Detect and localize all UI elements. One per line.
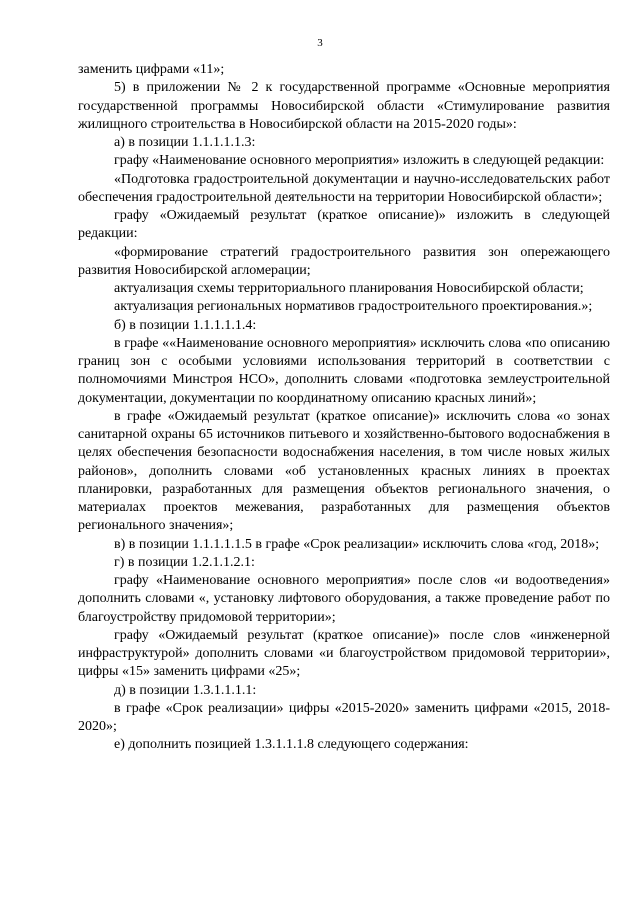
paragraph: а) в позиции 1.1.1.1.1.3: bbox=[114, 135, 256, 150]
paragraph: заменить цифрами «11»; bbox=[78, 62, 225, 77]
paragraph: г) в позиции 1.2.1.1.2.1: bbox=[114, 554, 255, 570]
paragraph: в) в позиции 1.1.1.1.1.5 в графе «Срок реализации» исключить слова «год, 2018»; bbox=[114, 536, 600, 552]
document-body bbox=[78, 61, 610, 755]
paragraph: «формирование стратегий градостроительного развития зон опережающего развития Новосибирской агломерации; bbox=[78, 244, 610, 278]
paragraph: в графе ««Наименование основного мероприятия» исключить слова «по описанию границ зон с особыми условиями использования территорий в соответствии с полномочиями Минстроя НСО», дополнить словами «подготовка землеустроительной документации, документации по координатному описанию красных линий»; bbox=[78, 335, 610, 406]
page-number: 3 bbox=[317, 37, 323, 49]
paragraph: актуализация схемы территориального планирования Новосибирской области; bbox=[114, 281, 584, 296]
paragraph: графу «Ожидаемый результат (краткое описание)» после слов «инженерной инфраструктурой» дополнить словами «и благоустройством придомовой территории», цифры «15» заменить цифрами «25»; bbox=[78, 627, 610, 680]
paragraph: в графе «Ожидаемый результат (краткое описание)» исключить слова «о зонах санитарной охраны 65 источников питьевого и хозяйственно-бытового водоснабжения в целях обеспечения безопасности водоснабжения населения, в том числе новых жилых районов», дополнить словами «об установленных красных линиях в проектах планировки, разработанных для размещения объектов регионального значения, о материалах проектов межевания, разработанных для размещения объектов регионального значения»; bbox=[78, 408, 610, 534]
paragraph: графу «Наименование основного мероприятия» после слов «и водоотведения» дополнить словами «, установку лифтового оборудования, а также проведение работ по благоустройству придомовой территории»; bbox=[78, 573, 610, 625]
paragraph: в графе «Срок реализации» цифры «2015-2020» заменить цифрами «2015, 2018-2020»; bbox=[78, 700, 610, 734]
paragraph: 5) в приложении № 2 к государственной программе «Основные мероприятия государственной программы Новосибирской области «Стимулирование развития жилищного строительства в Новосибирской области на 2015-2020 годы»: bbox=[78, 80, 610, 132]
paragraph: графу «Наименование основного мероприятия» изложить в следующей редакции: bbox=[114, 153, 605, 169]
paragraph: д) в позиции 1.3.1.1.1.1: bbox=[114, 682, 257, 698]
paragraph: графу «Ожидаемый результат (краткое описание)» изложить в следующей редакции: bbox=[78, 208, 610, 242]
paragraph: актуализация региональных нормативов градостроительного проектирования.»; bbox=[114, 299, 593, 315]
paragraph: «Подготовка градостроительной документации и научно-исследовательских работ обеспечения градостроительной деятельности на территории Новосибирской области»; bbox=[78, 171, 610, 205]
paragraph: е) дополнить позицией 1.3.1.1.1.8 следующего содержания: bbox=[114, 737, 469, 753]
paragraph: б) в позиции 1.1.1.1.1.4: bbox=[114, 317, 257, 333]
